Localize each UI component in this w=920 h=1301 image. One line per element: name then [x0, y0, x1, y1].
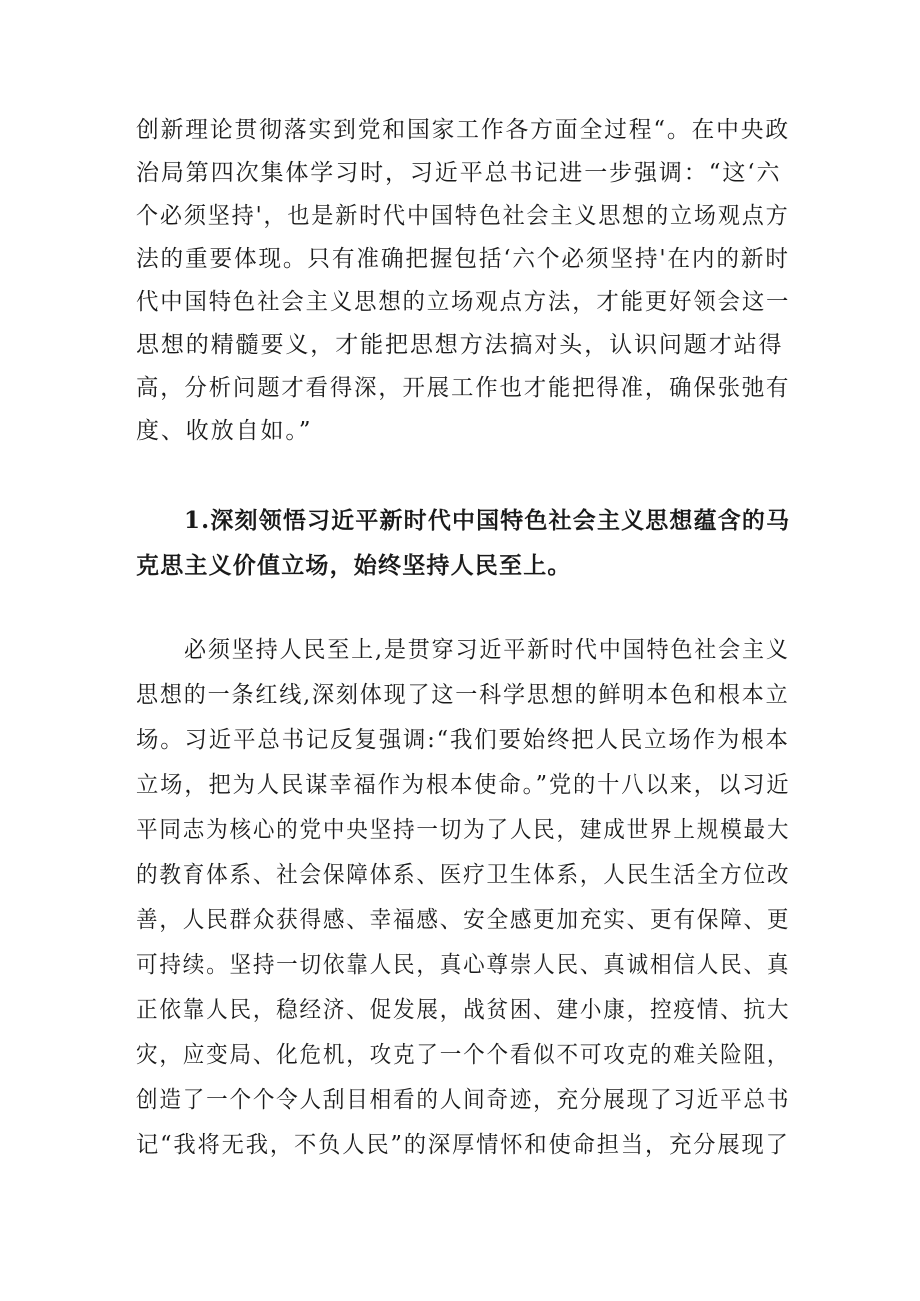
text-line: 高，分析问题才看得深，开展工作也才能把得准，确保张弛有 — [136, 375, 791, 401]
text-line: 的教育体系、社会保障体系、医疗卫生体系，人民生活全方位改 — [136, 862, 791, 888]
text-line: 可持续。坚持一切依靠人民，真心尊崇人民、真诚相信人民、真 — [136, 952, 791, 978]
text-line: 思想的一条红线,深刻体现了这一科学思想的鲜明本色和根本立 — [136, 682, 790, 708]
text-line: 治局第四次集体学习时，习近平总书记进一步强调：“这‘六 — [136, 160, 782, 186]
text-line: 善，人民群众获得感、幸福感、安全感更加充实、更有保障、更 — [136, 907, 791, 933]
text-line: 平同志为核心的党中央坚持一切为了人民，建成世界上规模最大 — [136, 817, 791, 843]
text-line: 必须坚持人民至上,是贯穿习近平新时代中国特色社会主义 — [184, 637, 790, 663]
text-line: 个必须坚持'，也是新时代中国特色社会主义思想的立场观点方 — [136, 203, 790, 229]
text-line: 法的重要体现。只有准确把握包括‘六个必须坚持'在内的新时 — [136, 246, 790, 272]
text-line: 思想的精髓要义，才能把思想方法搞对头，认识问题才站得 — [136, 332, 784, 358]
text-line: 创造了一个个令人刮目相看的人间奇迹，充分展现了习近平总书 — [136, 1087, 791, 1113]
text-line: 创新理论贯彻落实到党和国家工作各方面全过程“。在中央政 — [136, 117, 791, 143]
text-line: 记“我将无我，不负人民”的深厚情怀和使命担当，充分展现了 — [136, 1132, 790, 1158]
heading-line: 1.深刻领悟习近平新时代中国特色社会主义思想蕴含的马 — [184, 507, 791, 534]
heading-line: 克思主义价值立场，始终坚持人民至上。 — [136, 552, 572, 579]
text-line: 场。习近平总书记反复强调:“我们要始终把人民立场作为根本 — [136, 727, 790, 753]
text-line: 度、收放自如。” — [136, 418, 313, 444]
text-line: 正依靠人民，稳经济、促发展，战贫困、建小康，控疫情、抗大 — [136, 997, 791, 1023]
text-line: 立场，把为人民谋幸福作为根本使命。”党的十八以来，以习近 — [136, 772, 791, 798]
text-line: 代中国特色社会主义思想的立场观点方法，才能更好领会这一 — [136, 289, 791, 315]
text-line: 灾，应变局、化危机，攻克了一个个看似不可攻克的难关险阻， — [136, 1042, 791, 1068]
